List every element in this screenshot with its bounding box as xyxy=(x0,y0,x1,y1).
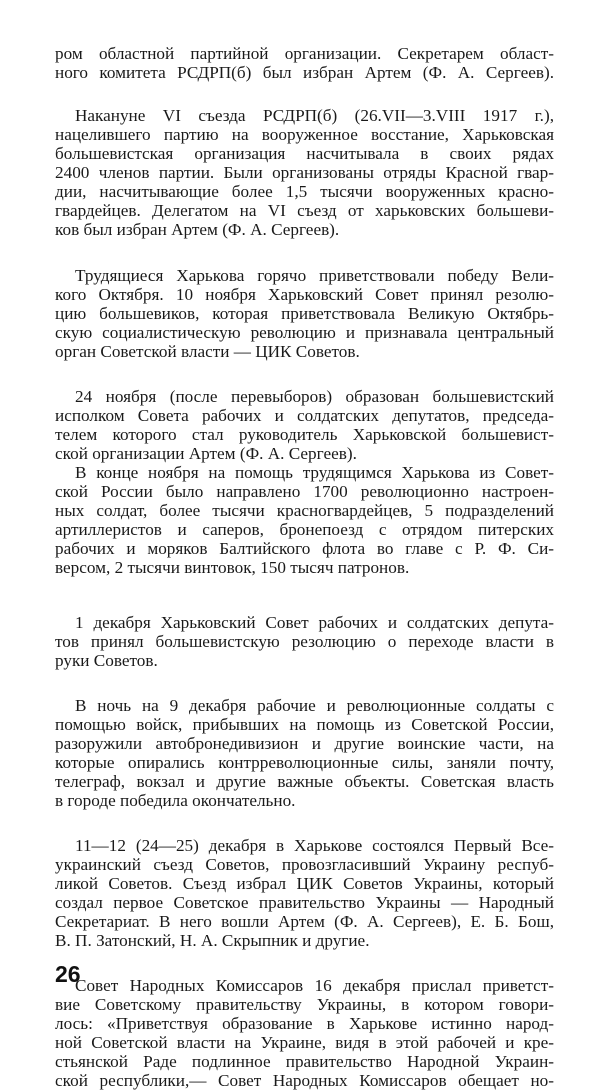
text-line: Совет Народных Комиссаров 16 декабря прислал приветст- xyxy=(75,976,554,995)
paragraph-5 xyxy=(55,463,554,577)
text-line: цию большевиков, которая приветствовала Великую Октябрь- xyxy=(55,304,554,323)
text-line: Секретариат. В него вошли Артем (Ф. А. Сергеев), Е. Б. Бош, xyxy=(55,912,554,931)
text-line: разоружили автобронедивизион и другие воинские части, на xyxy=(55,734,554,753)
text-line: В ночь на 9 декабря рабочие и революционные солдаты с xyxy=(75,696,554,715)
text-line: лось: «Приветствуя образование в Харькове истинно народ- xyxy=(55,1014,554,1033)
text-line: дии, насчитывающие более 1,5 тысячи вооруженных красно- xyxy=(55,182,554,201)
text-line: ской организации Артем (Ф. А. Сергеев). xyxy=(55,444,357,463)
text-line: нацелившего партию на вооруженное восстание, Харьковская xyxy=(55,125,554,144)
text-line: стьянской Раде подлинное правительство Народной Украин- xyxy=(55,1052,554,1071)
text-line: ской России было направлено 1700 революционно настроен- xyxy=(55,482,554,501)
paragraph-4 xyxy=(55,387,554,463)
text-line: 11—12 (24—25) декабря в Харькове состоялся Первый Все- xyxy=(75,836,554,855)
text-line: украинский съезд Советов, провозгласивший Украину респуб- xyxy=(55,855,554,874)
text-line: в городе победила окончательно. xyxy=(55,791,296,810)
page-body xyxy=(55,44,554,1090)
text-line: исполком Совета рабочих и солдатских депутатов, председа- xyxy=(55,406,554,425)
paragraph-8 xyxy=(55,836,554,950)
text-line: артиллеристов и саперов, бронепоезд с отрядом питерских xyxy=(55,520,554,539)
paragraph-3 xyxy=(55,266,554,361)
text-line: ром областной партийной организации. Секретарем област- xyxy=(55,44,554,63)
paragraph-2 xyxy=(55,106,554,239)
text-line: орган Советской власти — ЦИК Советов. xyxy=(55,342,360,361)
text-line: которые опирались контрреволюционные силы, заняли почту, xyxy=(55,753,554,772)
text-line: большевистская организация насчитывала в своих рядах xyxy=(55,144,554,163)
text-line: скую социалистическую революцию и признавала центральный xyxy=(55,323,554,342)
text-line: 24 ноября (после перевыборов) образован большевистский xyxy=(75,387,554,406)
paragraph-9 xyxy=(55,976,554,1090)
text-line: руки Советов. xyxy=(55,651,158,670)
page-number: 26 xyxy=(55,961,81,987)
text-line: 2400 членов партии. Были организованы отряды Красной гвар- xyxy=(55,163,554,182)
paragraph-1 xyxy=(55,44,554,82)
text-line: ков был избран Артем (Ф. А. Сергеев). xyxy=(55,220,340,239)
text-line: ской республики,— Совет Народных Комиссаров обещает но- xyxy=(55,1071,554,1090)
text-line: ной Советской власти на Украине, видя в этой рабочей и кре- xyxy=(55,1033,554,1052)
paragraph-6 xyxy=(55,613,554,670)
paragraph-7 xyxy=(55,696,554,810)
text-line: гвардейцев. Делегатом на VI съезд от харьковских большеви- xyxy=(55,201,554,220)
text-line: создал первое Советское правительство Украины — Народный xyxy=(55,893,554,912)
text-line: рабочих и моряков Балтийского флота во главе с Р. Ф. Си- xyxy=(55,539,554,558)
text-line: ликой Советов. Съезд избрал ЦИК Советов Украины, который xyxy=(55,874,554,893)
text-line: версом, 2 тысячи винтовок, 150 тысяч патронов. xyxy=(55,558,410,577)
text-line: помощью войск, прибывших на помощь из Советской России, xyxy=(55,715,554,734)
text-line: ных солдат, более тысячи красногвардейцев, 5 подразделений xyxy=(55,501,554,520)
text-line: ного комитета РСДРП(б) был избран Артем (Ф. А. Сергеев). xyxy=(55,63,554,82)
text-line: тов принял большевистскую резолюцию о переходе власти в xyxy=(55,632,554,651)
text-line: В конце ноября на помощь трудящимся Харькова из Совет- xyxy=(75,463,554,482)
text-line: В. П. Затонский, Н. А. Скрыпник и другие. xyxy=(55,931,370,950)
text-line: кого Октября. 10 ноября Харьковский Совет принял резолю- xyxy=(55,285,554,304)
text-line: Накануне VI съезда РСДРП(б) (26.VII—3.VIII 1917 г.), xyxy=(75,106,554,125)
text-line: 1 декабря Харьковский Совет рабочих и солдатских депута- xyxy=(75,613,554,632)
text-line: Трудящиеся Харькова горячо приветствовали победу Вели- xyxy=(75,266,554,285)
text-line: телеграф, вокзал и другие важные объекты. Советская власть xyxy=(55,772,554,791)
text-line: вие Советскому правительству Украины, в котором говори- xyxy=(55,995,554,1014)
text-line: телем которого стал руководитель Харьковской большевист- xyxy=(55,425,554,444)
